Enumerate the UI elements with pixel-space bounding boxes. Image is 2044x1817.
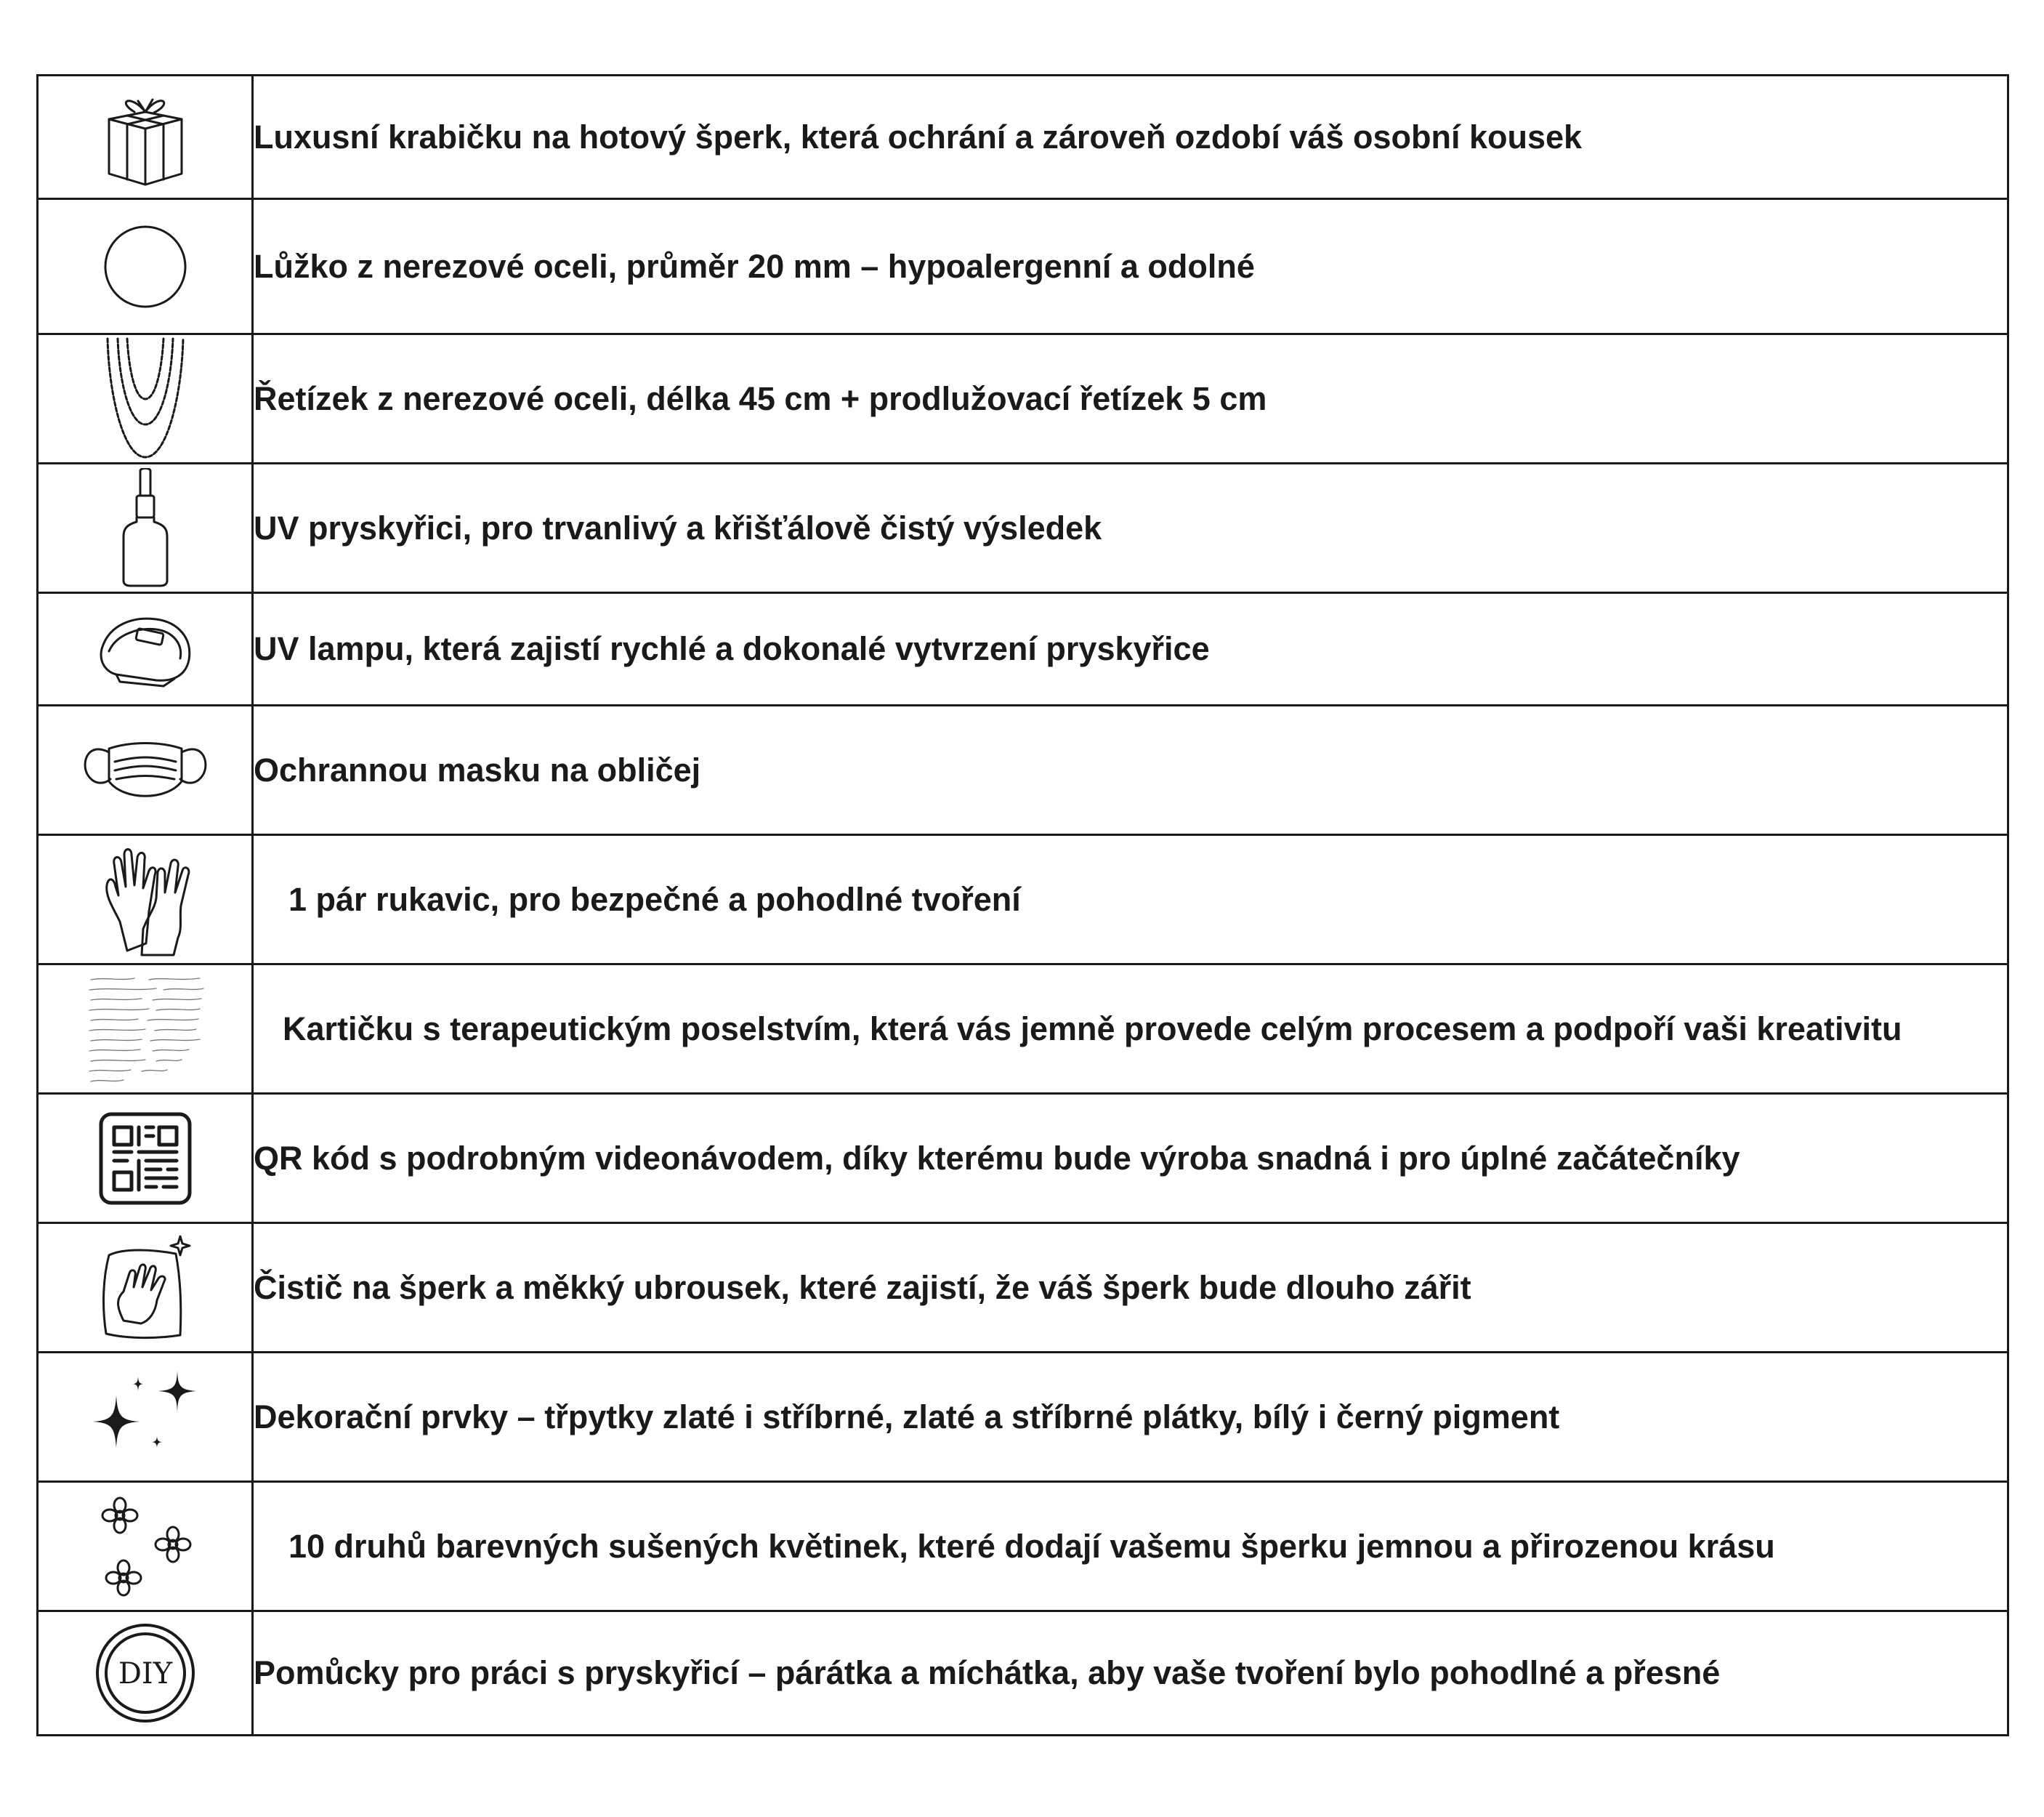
icon-cell (38, 464, 253, 593)
item-text: Pomůcky pro práci s pryskyřicí – párátka a míchátka, aby vaše tvoření bylo pohodlné a přesné (253, 1611, 2008, 1736)
item-text: Ochrannou masku na obličej (253, 706, 2008, 835)
uv-lamp-icon (94, 609, 196, 689)
resin-bottle-icon (116, 468, 174, 588)
icon-cell (38, 1482, 253, 1611)
item-text: Dekorační prvky – třpytky zlaté i stříbrné, zlaté a stříbrné plátky, bílý i černý pigment (253, 1353, 2008, 1482)
table-row (38, 1094, 2008, 1223)
item-text (253, 964, 2008, 1094)
item-text: Luxusní krabičku na hotový šperk, která ochrání a zároveň ozdobí váš osobní kousek (253, 76, 2008, 199)
table-row (38, 706, 2008, 835)
face-mask-icon (80, 734, 211, 807)
icon-cell (38, 1611, 253, 1736)
table-row (38, 76, 2008, 199)
gloves-icon (98, 842, 193, 958)
table-row (38, 334, 2008, 464)
circle-bezel-icon (102, 223, 189, 310)
icon-cell (38, 964, 253, 1094)
icon-cell (38, 76, 253, 199)
gift-box-icon (102, 86, 189, 188)
item-text: QR kód s podrobným videonávodem, díky kterému bude výroba snadná i pro úplné začátečníky (253, 1094, 2008, 1223)
flowers-icon (94, 1492, 196, 1601)
table-row (38, 835, 2008, 964)
icon-cell (38, 1353, 253, 1482)
table-row (38, 964, 2008, 1094)
sparkles-icon (87, 1366, 203, 1468)
item-text-content: Kartičku s terapeutickým poselstvím, která vás jemně provede celým procesem a podpoří vaši kreativitu (283, 1010, 1902, 1047)
table-row (38, 593, 2008, 706)
cleaning-cloth-icon (94, 1233, 196, 1342)
icon-cell (38, 593, 253, 706)
item-text: UV pryskyřici, pro trvanlivý a křišťálově čistý výsledek (253, 464, 2008, 593)
table-row (38, 1353, 2008, 1482)
icon-cell (38, 334, 253, 464)
kit-contents-table (36, 74, 2009, 1736)
icon-cell (38, 706, 253, 835)
handwritten-card-icon (84, 971, 207, 1087)
qr-code-icon (98, 1111, 193, 1206)
item-text: UV lampu, která zajistí rychlé a dokonalé vytvrzení pryskyřice (253, 593, 2008, 706)
table-row (38, 1611, 2008, 1736)
chain-necklace-icon (102, 337, 189, 461)
table-row (38, 464, 2008, 593)
item-text: Řetízek z nerezové oceli, délka 45 cm + prodlužovací řetízek 5 cm (253, 334, 2008, 464)
icon-cell (38, 1223, 253, 1353)
diy-badge-icon (94, 1622, 196, 1724)
icon-cell (38, 1094, 253, 1223)
diy-badge-label: DIY (118, 1657, 172, 1691)
item-text: 1 pár rukavic, pro bezpečné a pohodlné tvoření (253, 835, 2008, 964)
item-text: 10 druhů barevných sušených květinek, které dodají vašemu šperku jemnou a přirozenou krásu (253, 1482, 2008, 1611)
item-text: Lůžko z nerezové oceli, průměr 20 mm – hypoalergenní a odolné (253, 199, 2008, 334)
icon-cell (38, 199, 253, 334)
item-text: Čistič na šperk a měkký ubrousek, které zajistí, že váš šperk bude dlouho zářit (253, 1223, 2008, 1353)
table-row (38, 1482, 2008, 1611)
table-row (38, 199, 2008, 334)
icon-cell (38, 835, 253, 964)
table-row (38, 1223, 2008, 1353)
